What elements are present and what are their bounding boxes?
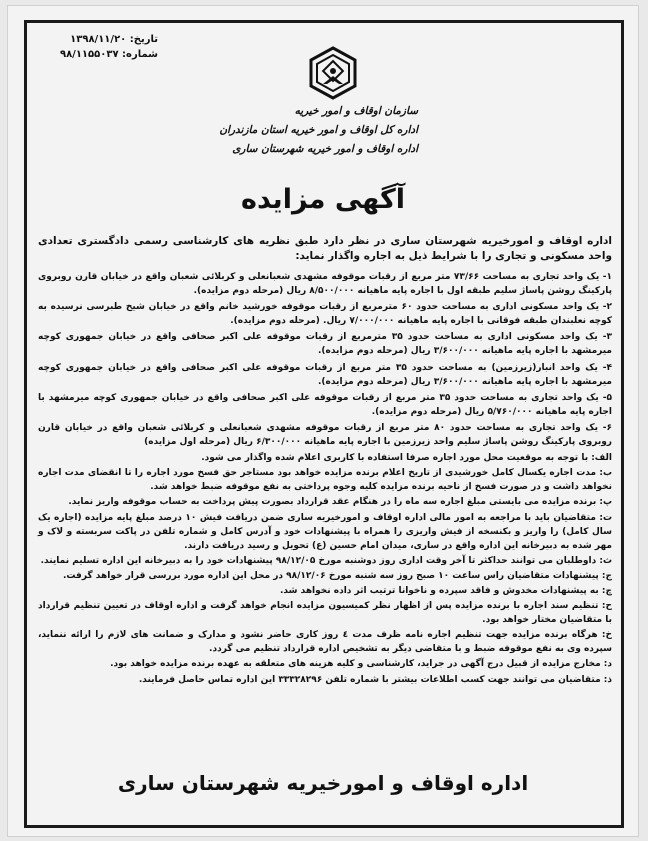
notice-title: آگهی مزایده	[241, 184, 405, 215]
condition-item: الف: با توجه به موقعیت محل مورد اجاره صرفا استفاده با کاربری اعلام شده واگذار می شود.	[201, 453, 612, 464]
condition-item: ب: مدت اجاره یکسال کامل خورشیدی از تاریخ اعلام برنده مزایده خواهد بود مستاجر حق فسخ مورد اجاره را تا انقضای مدت اجاره نخواهد داشت و در صورت فسخ از ناحیه برنده مزایده کلیه وجوه پرداختی به نفع موقوفه ضبط خواهد شد.	[38, 468, 612, 493]
org-line-2: اداره کل اوقاف و امور خیریه استان مازندران	[219, 124, 418, 136]
organization-header	[219, 102, 418, 159]
condition-item: خ: هرگاه برنده مزایده جهت تنظیم اجاره نامه ظرف مدت ٤ روز کاری حاضر نشود و مدارک و ضمانت های لازم را ارائه ننماید، سپرده وی به نفع موقوفه ضبط و با متقاضی دیگر به تشخیص اداره قرارداد تنظیم می گردد.	[38, 630, 612, 655]
listing-item: ۴- یک واحد انبار(زیرزمین) به مساحت حدود ۳۵ متر مربع از رقبات موقوفه علی اکبر صحافی واقع در خیابان جمهوری کوچه میرمشهد با اجاره پایه ماهیانه ۳/۶۰۰/۰۰۰ ریال (مرحله دوم مزایده).	[38, 362, 612, 387]
number-value: ۹۸/۱۱۵۵۰۳۷	[59, 49, 119, 60]
intro-paragraph: اداره اوقاف و امورخیریه شهرستان ساری در نظر دارد طبق نظریه های کارشناسی رسمی دادگستری تعدادی واحد مسکونی و تجاری را با شرایط ذیل به اجاره واگذار نماید:	[38, 235, 612, 262]
org-line-1: سازمان اوقاف و امور خیریه	[294, 105, 418, 117]
awqaf-logo-icon	[307, 46, 359, 100]
org-line-3: اداره اوقاف و امور خیریه شهرستان ساری	[232, 143, 418, 155]
number-label: شماره:	[122, 49, 158, 60]
date-line	[48, 32, 158, 47]
date-label: تاریخ:	[129, 34, 158, 45]
listing-item: ۳- یک واحد مسکونی اداری به مساحت حدود ۳۵ مترمربع از رقبات موقوفه علی اکبر صحافی واقع در خیابان جمهوری کوچه میرمشهد با اجاره پایه ماهیانه ۳/۶۰۰/۰۰۰ ریال (مرحله دوم مزایده).	[38, 332, 612, 357]
condition-item: ذ: متقاضیان می توانند جهت کسب اطلاعات بیشتر با شماره تلفن ۳۳۳۲۸۲۹۶ این اداره تماس حاصل فرمایند.	[138, 674, 612, 685]
condition-item: چ: به پیشنهادات مخدوش و فاقد سپرده و ناخوانا ترتیب اثر داده نخواهد شد.	[280, 585, 612, 596]
listing-item: ۶- یک واحد تجاری به مساحت حدود ۸۰ متر مربع از رقبات موقوفه مشهدی شعبانعلی و کربلائی شعبان واقع در خیابان قارن روبروی پارکینگ روشن پاساژ سلیم واحد زیرزمین با اجاره پایه ماهیانه ۶/۳۰۰/۰۰۰ ریال (مرحله اول مزایده)	[38, 422, 612, 448]
newspaper-clipping	[8, 6, 638, 836]
listing-item: ۵- یک واحد تجاری به مساحت حدود ۳۵ متر مربع از رقبات موقوفه علی اکبر صحافی واقع در خیابان جمهوری کوچه میرمشهد با اجاره پایه ماهیانه ۵/۷۶۰/۰۰۰ ریال (مرحله دوم مزایده).	[38, 392, 612, 417]
date-number-block	[48, 32, 158, 62]
condition-item: ث: داوطلبان می توانند حداکثر تا آخر وقت اداری روز دوشنبه مورخ ۹۸/۱۲/۰۵ پیشنهادات خود را به دبیرخانه این اداره تسلیم نمایند.	[40, 555, 612, 566]
number-line	[48, 47, 158, 62]
listing-item: ۱- یک واحد تجاری به مساحت ۷۳/۶۶ متر مربع از رقبات موقوفه مشهدی شعبانعلی و کربلائی شعبان واقع در خیابان قارن روبروی پارکینگ روشن پاساژ سلیم طبقه اول با اجاره پایه ماهیانه ۸/۵۰۰/۰۰۰ ریال (مرحله دوم مزایده).	[38, 272, 612, 297]
notice-body	[38, 234, 612, 688]
condition-item: د: مخارج مزایده از قبیل درج آگهی در جراید، کارشناسی و کلیه هزینه های متعلقه به عهده برنده مزایده خواهد بود.	[110, 659, 612, 670]
signoff: اداره اوقاف و امورخیریه شهرستان ساری	[117, 771, 529, 795]
listing-item: ۲- یک واحد مسکونی اداری به مساحت حدود ۶۰ مترمربع از رقبات موقوفه خورشید خانم واقع در خیابان شیخ طبرسی نرسیده به کوچه نعلبندان طبقه فوقانی با اجاره پایه ماهیانه ۷/۰۰۰/۰۰۰ ریال. (مرحله دوم مزایده).	[38, 302, 612, 327]
condition-item: پ: برنده مزایده می بایستی مبلغ اجاره سه ماه را در هنگام عقد قرارداد بصورت پیش پرداخت به حساب موقوفه واریز نماید.	[68, 497, 612, 508]
date-value: ۱۳۹۸/۱۱/۲۰	[70, 34, 127, 45]
condition-item: ح: تنظیم سند اجاره با برنده مزایده پس از اظهار نظر کمیسیون مزایده انجام خواهد گرفت و اداره اوقاف در تعیین تنظیم قرارداد با متقاضیان مختار خواهد بود.	[38, 601, 612, 626]
condition-item: ج: پیشنهادات متقاضیان راس ساعت ۱۰ صبح روز سه شنبه مورخ ۹۸/۱۲/۰۶ در محل این اداره مورد بررسی قرار خواهد گرفت.	[62, 570, 612, 581]
condition-item: ت: متقاضیان باید با مراجعه به امور مالی اداره اوقاف و امورخیریه ساری ضمن دریافت فیش ۱۰ درصد مبلغ پایه مزایده (اجاره یک سال کامل) را واریز و بکنسخه از فیش واریزی را همراه با پیشنهادات خود و آدرس کامل و شماره تلفن در پاکت سربسته و لاک و مهر شده به دبیرخانه این اداره واقع در ساری، میدان امام حسین (ع) تحویل و رسید دریافت دارند.	[38, 512, 613, 551]
